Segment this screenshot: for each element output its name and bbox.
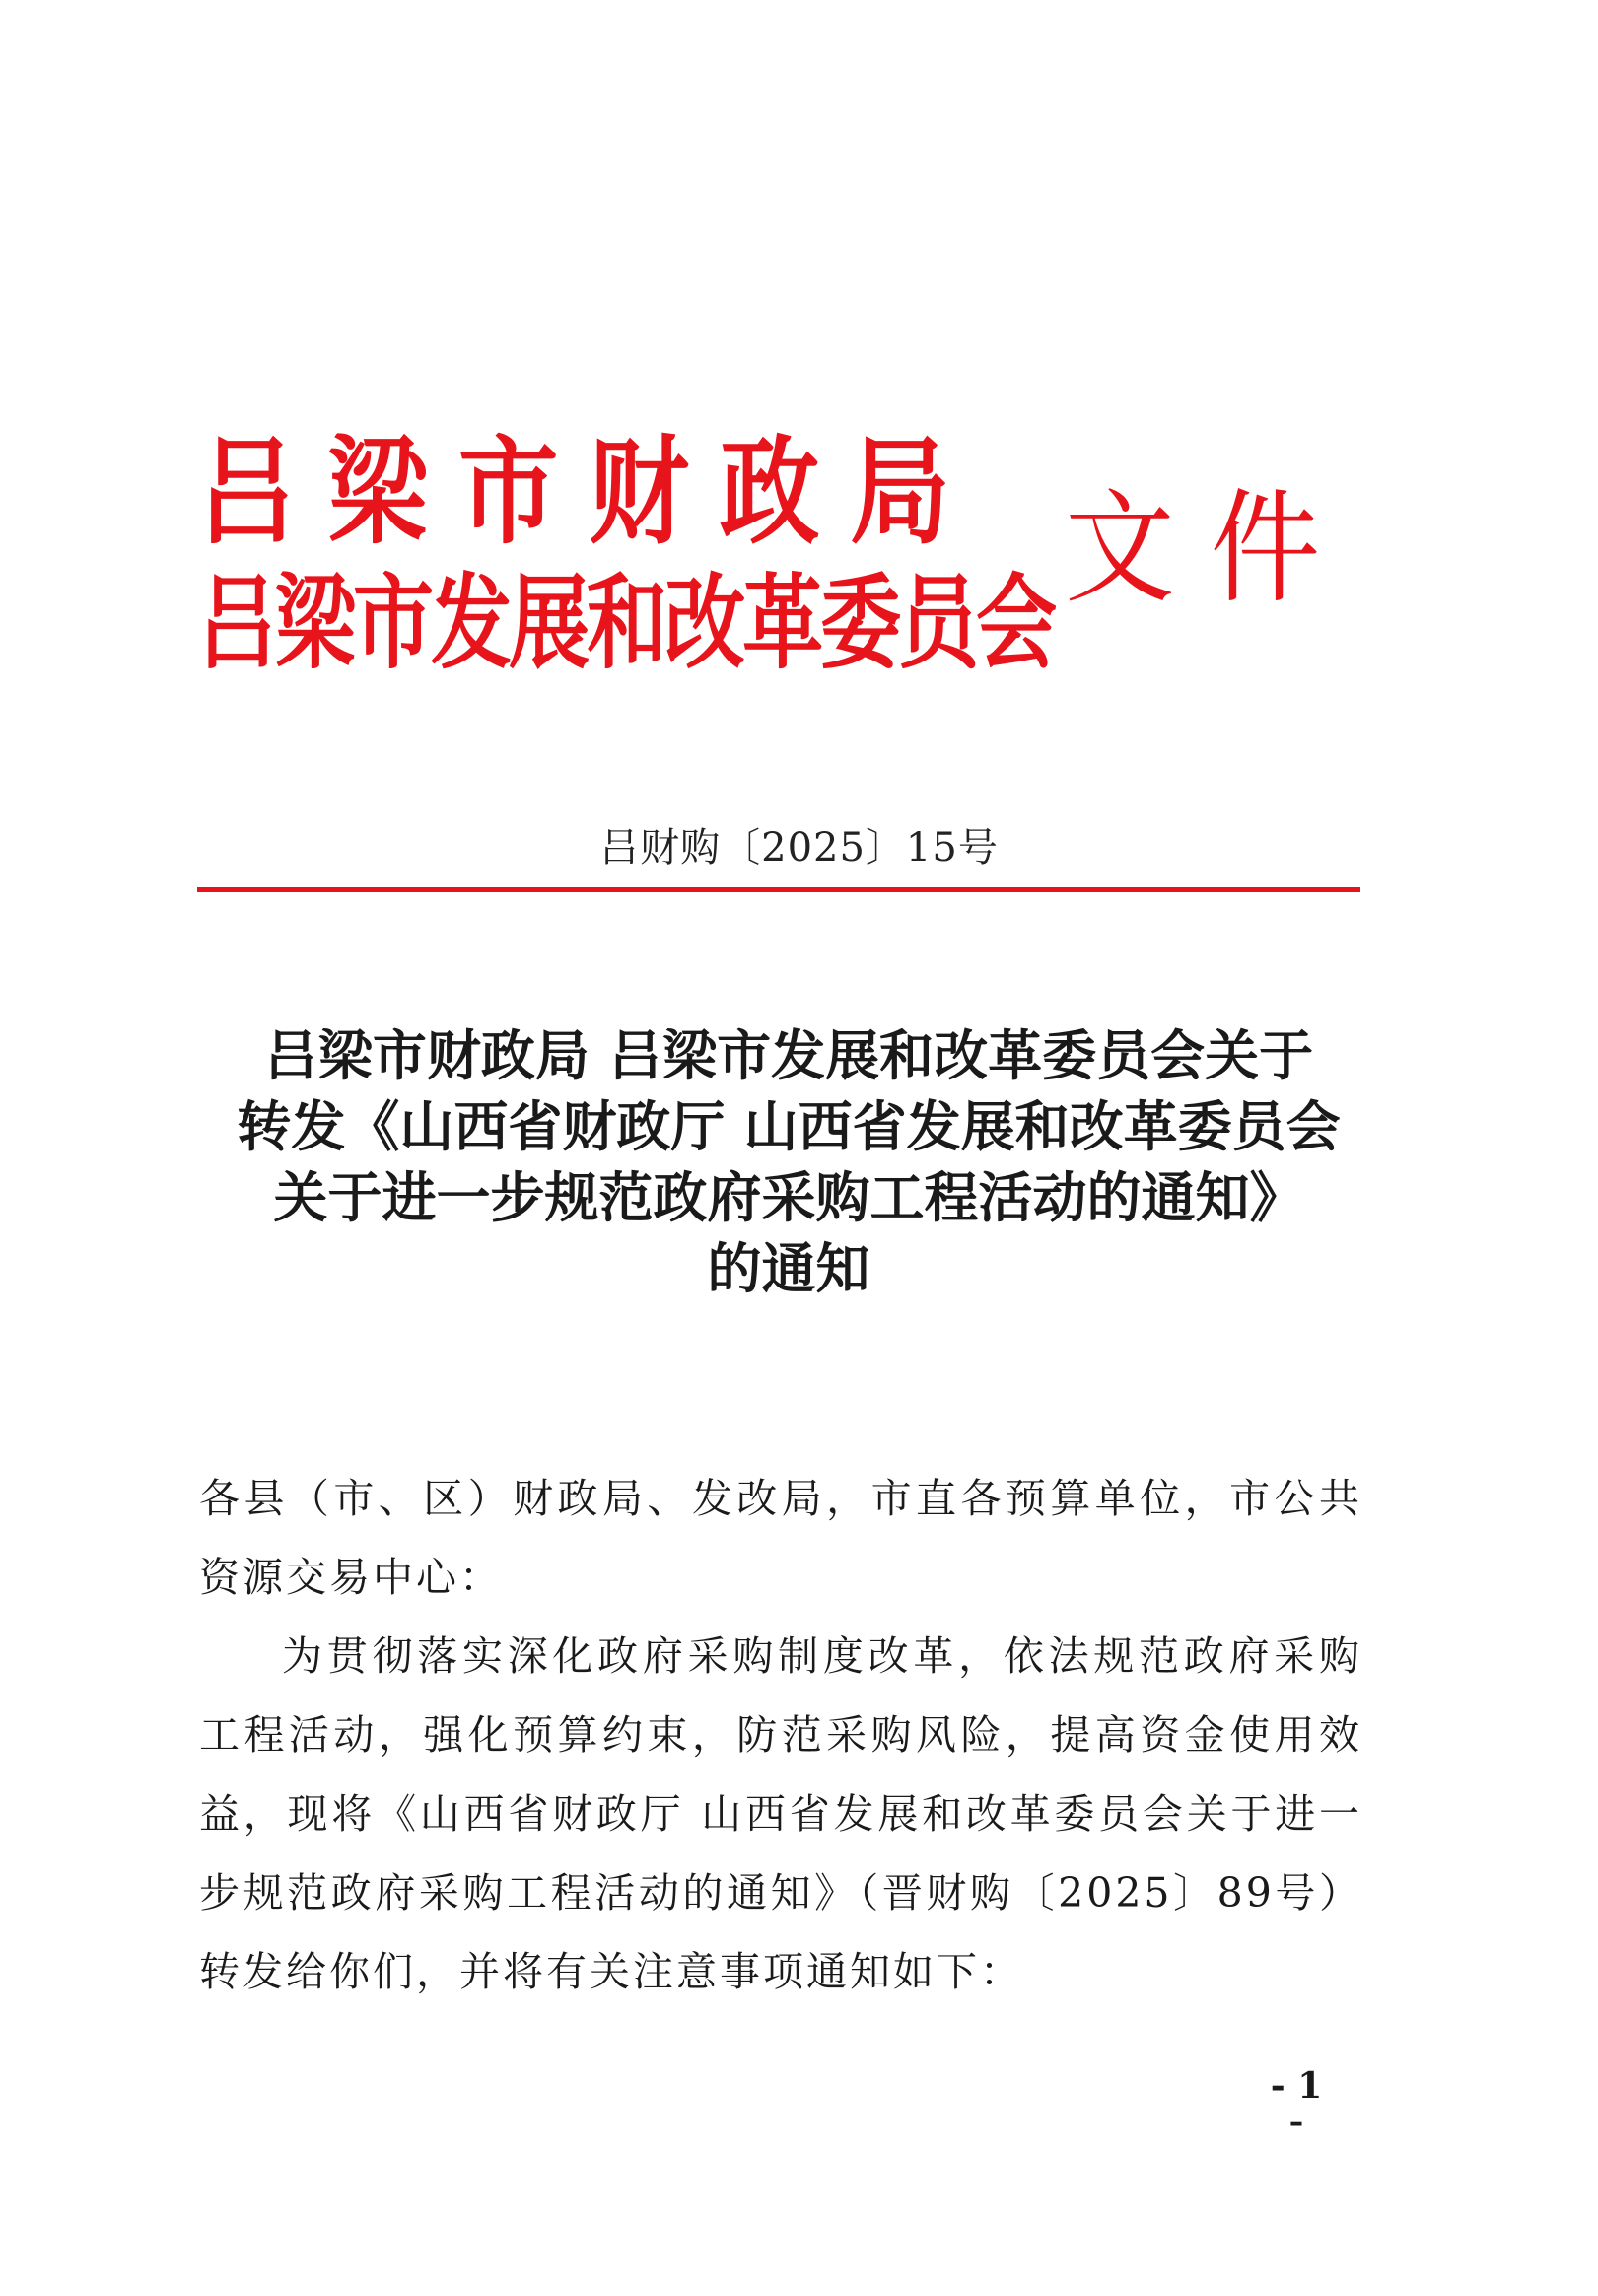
addressee: 各县（市、区）财政局、发改局，市直各预算单位，市公共资源交易中心： xyxy=(199,1475,1362,1601)
document-number: 吕财购〔2025〕15号 xyxy=(599,825,999,870)
title-line-3: 关于进一步规范政府采购工程活动的通知》 xyxy=(273,1165,1304,1229)
issuer-finance-bureau: 吕梁市财政局 xyxy=(197,424,981,560)
page-number: - 1 - xyxy=(1270,2065,1323,2142)
title-line-2: 转发《山西省财政厅 山西省发展和改革委员会 xyxy=(237,1094,1341,1158)
document-body xyxy=(199,1459,1362,2011)
red-masthead xyxy=(197,424,1360,700)
issuer-development-reform-commission: 吕梁市发展和改革委员会 xyxy=(197,563,1055,683)
masthead-suffix: 文件 xyxy=(1065,478,1356,620)
title-line-1: 吕梁市财政局 吕梁市发展和改革委员会关于 xyxy=(263,1023,1314,1087)
document-title xyxy=(148,1020,1429,1304)
body-paragraph-1: 为贯彻落实深化政府采购制度改革，依法规范政府采购工程活动，强化预算约束，防范采购风险，提高资金使用效益，现将《山西省财政厅 山西省发展和改革委员会关于进一步规范政府采购工程活动的通知》（晋财购〔2025〕89号）转发给你们，并将有关注意事项通知如下： xyxy=(199,1633,1362,1995)
title-line-4: 的通知 xyxy=(707,1236,870,1300)
red-divider-line xyxy=(197,887,1360,892)
